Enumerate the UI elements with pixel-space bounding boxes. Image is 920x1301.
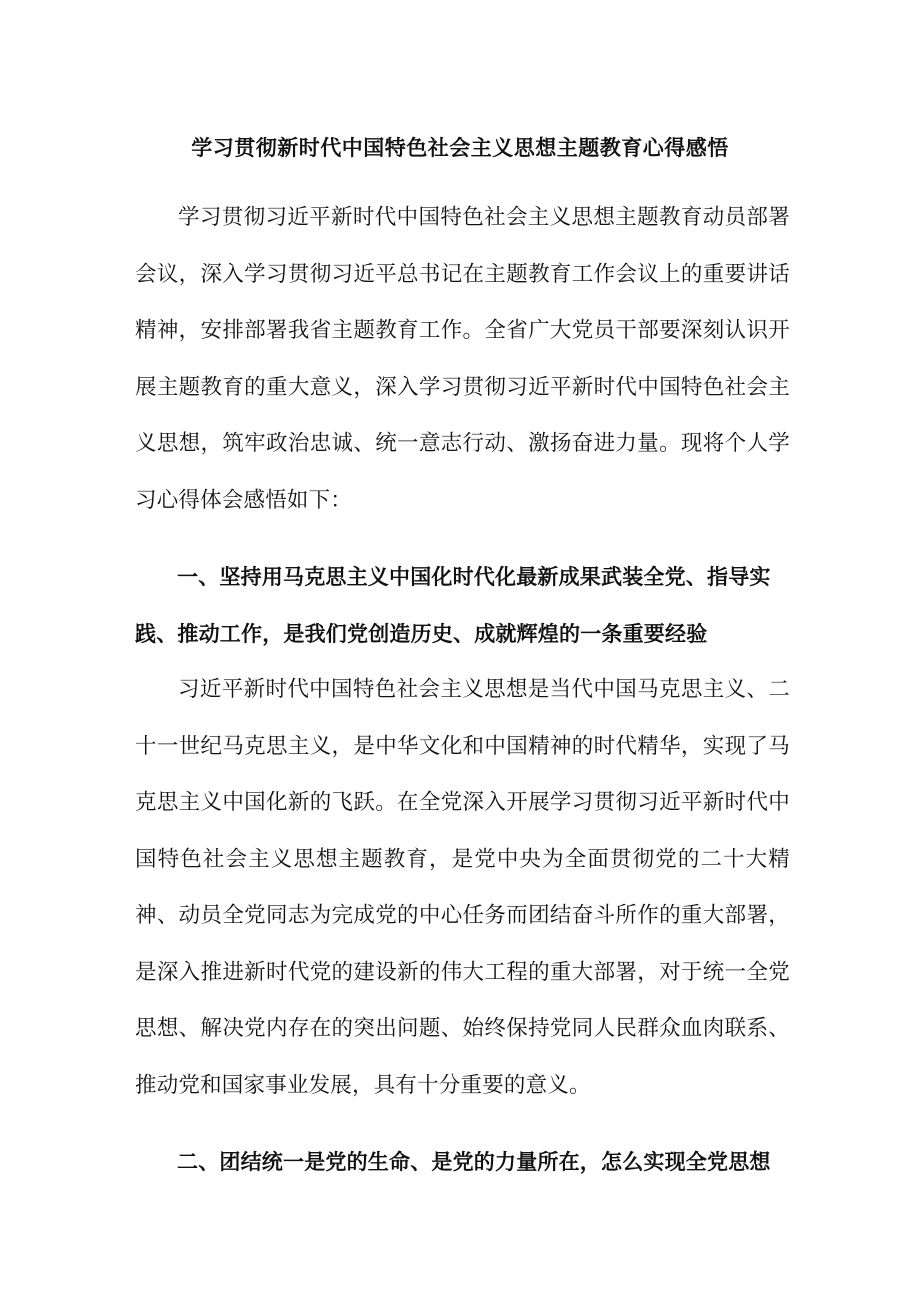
document-title: 学习贯彻新时代中国特色社会主义思想主题教育心得感悟: [191, 136, 729, 160]
section-heading-2: 二、团结统一是党的生命、是党的力量所在，怎么实现全党思想: [177, 1150, 771, 1174]
paragraph-section-1: 习近平新时代中国特色社会主义思想是当代中国马克思主义、二十一世纪马克思主义，是中华文化和中国精神的时代精华，实现了马克思主义中国化新的飞跃。在全党深入开展学习贯彻习近平新时代中国特色社会主义思想主题教育，是党中央为全面贯彻党的二十大精神、动员全党同志为完成党的中心任务而团结奋斗所作的重大部署，是深入推进新时代党的建设新的伟大工程的重大部署，对于统一全党思想、解决党内存在的突出问题、始终保持党同人民群众血肉联系、推动党和国家事业发展，具有十分重要的意义。: [135, 677, 790, 1098]
section-heading-1: 一、坚持用马克思主义中国化时代化最新成果武装全党、指导实践、推动工作，是我们党创造历史、成就辉煌的一条重要经验: [135, 565, 771, 646]
spacer: [135, 1114, 790, 1134]
document-body: [135, 190, 790, 1191]
spacer: [135, 529, 790, 549]
paragraph-intro: 学习贯彻习近平新时代中国特色社会主义思想主题教育动员部署会议，深入学习贯彻习近平总书记在主题教育工作会议上的重要讲话精神，安排部署我省主题教育工作。全省广大党员干部要深刻认识开展主题教育的重大意义，深入学习贯彻习近平新时代中国特色社会主义思想，筑牢政治忠诚、统一意志行动、激扬奋进力量。现将个人学习心得体会感悟如下：: [135, 205, 790, 513]
